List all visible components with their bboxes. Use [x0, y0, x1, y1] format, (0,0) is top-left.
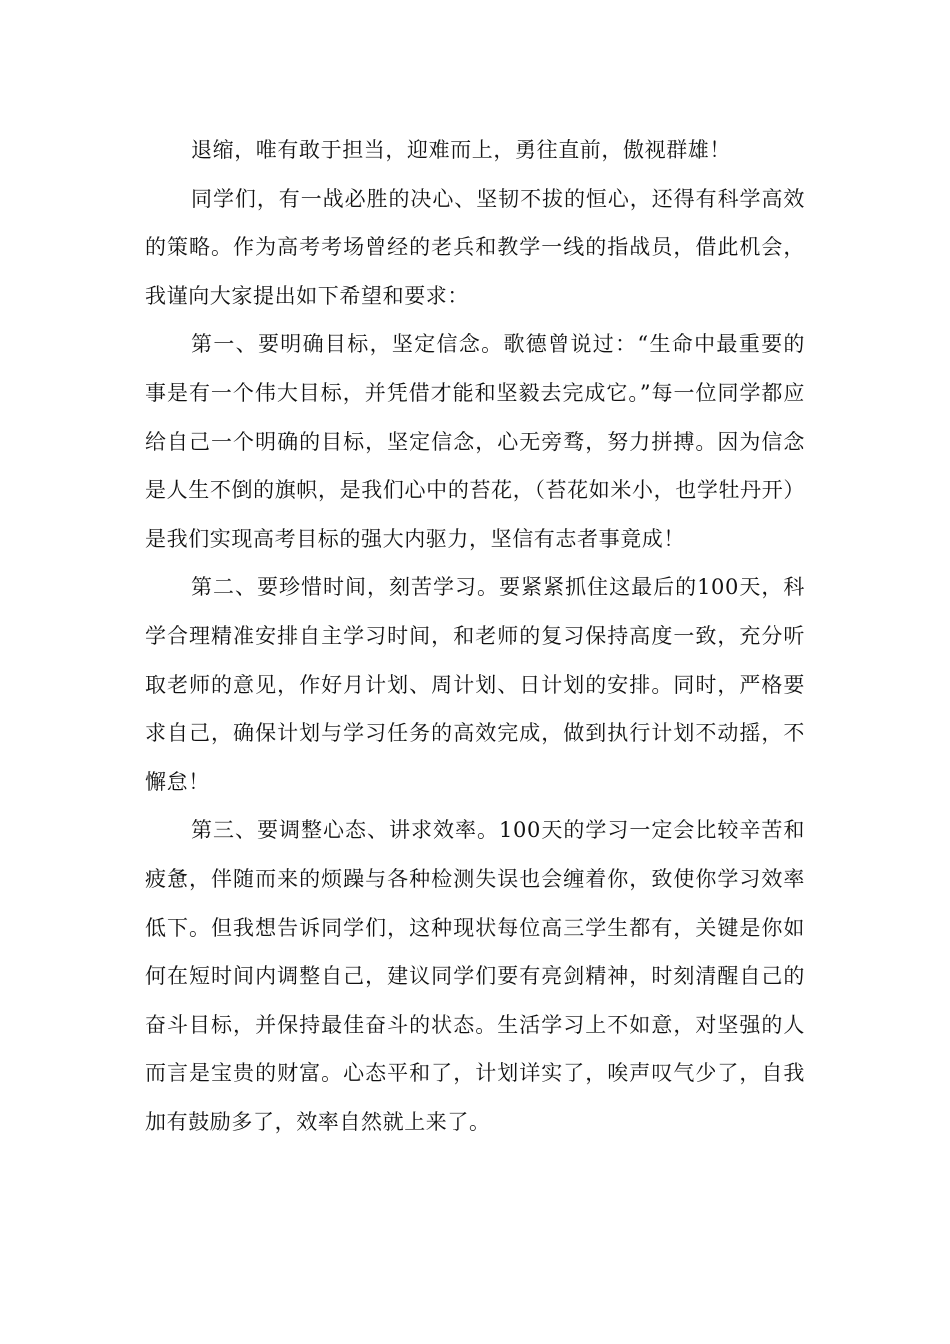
- paragraph-point-one: 第一、要明确目标，坚定信念。歌德曾说过：“生命中最重要的事是有一个伟大目标，并凭借才能和坚毅去完成它。”每一位同学都应给自己一个明确的目标，坚定信念，心无旁骛，努力拼搏。因为信念是人生不倒的旗帜，是我们心中的苔花，（苔花如米小，也学牡丹开）是我们实现高考目标的强大内驱力，坚信有志者事竟成！: [145, 332, 805, 551]
- document-body: [145, 126, 805, 1146]
- paragraph-point-two: 第二、要珍惜时间，刻苦学习。要紧紧抓住这最后的100天，科学合理精准安排自主学习时间，和老师的复习保持高度一致，充分听取老师的意见，作好月计划、周计划、日计划的安排。同时，严格要求自己，确保计划与学习任务的高效完成，做到执行计划不动摇，不懈怠！: [145, 575, 805, 794]
- paragraph-point-three: 第三、要调整心态、讲求效率。100天的学习一定会比较辛苦和疲惫，伴随而来的烦躁与各种检测失误也会缠着你，致使你学习效率低下。但我想告诉同学们，这种现状每位高三学生都有，关键是你如何在短时间内调整自己，建议同学们要有亮剑精神，时刻清醒自己的奋斗目标，并保持最佳奋斗的状态。生活学习上不如意，对坚强的人而言是宝贵的财富。心态平和了，计划详实了，唉声叹气少了，自我加有鼓励多了，效率自然就上来了。: [145, 818, 805, 1134]
- paragraph-continuation: 退缩，唯有敢于担当，迎难而上，勇往直前，傲视群雄！: [191, 138, 731, 162]
- paragraph-strategy-intro: 同学们，有一战必胜的决心、坚韧不拔的恒心，还得有科学高效的策略。作为高考考场曾经的老兵和教学一线的指战员，借此机会，我谨向大家提出如下希望和要求：: [145, 186, 805, 308]
